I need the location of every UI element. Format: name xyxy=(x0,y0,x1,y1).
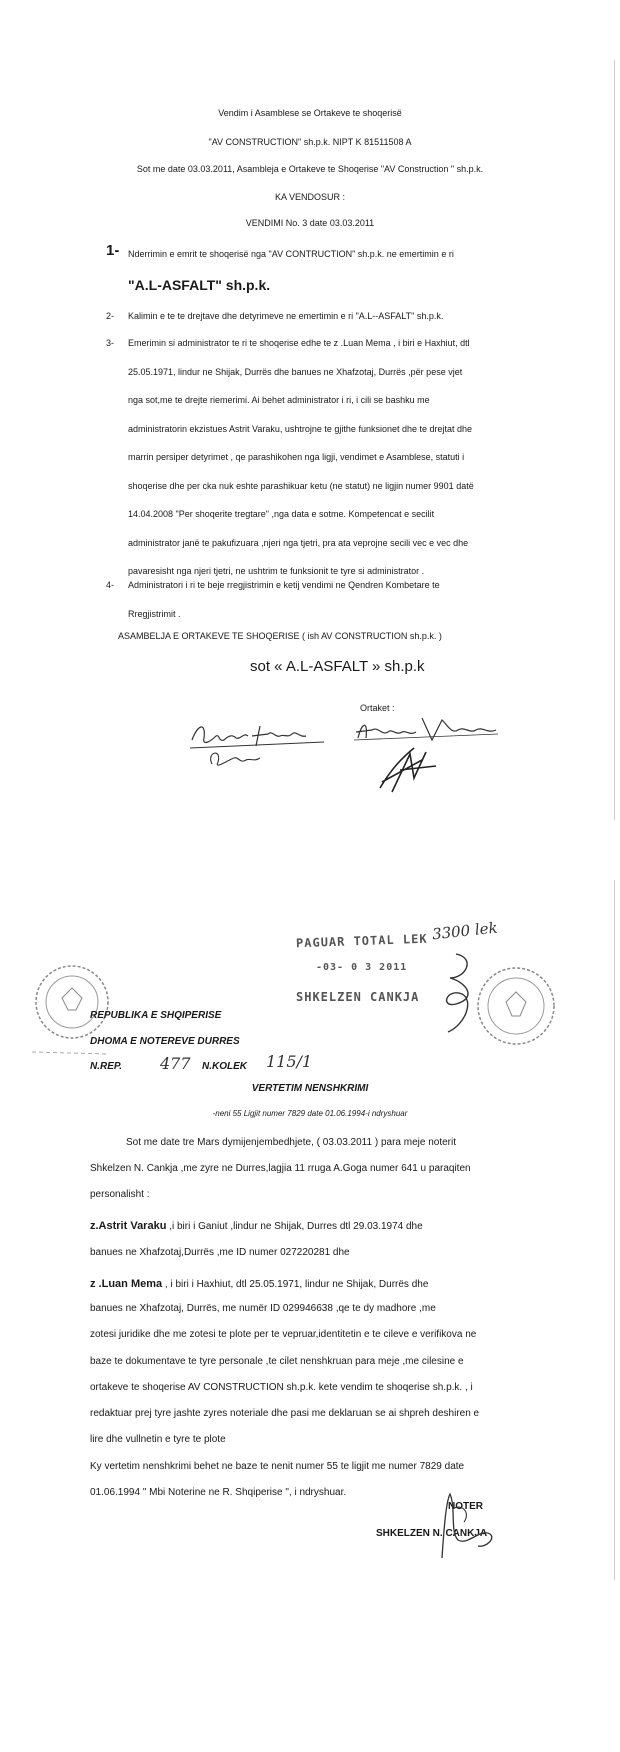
decision-heading-1: Vendim i Asamblese se Ortakeve te shoqerisë xyxy=(218,108,402,118)
person-1 xyxy=(90,1213,566,1298)
body-line: Ky vertetim nenshkrimi behet ne baze te nenit numer 55 te ligjit me numer 7829 date xyxy=(90,1460,465,1472)
intro-line: Shkelzen N. Cankja ,me zyre ne Durres,lagjia 11 rruga A.Goga numer 641 u paraqiten xyxy=(90,1163,471,1174)
nrep-label: N.REP. xyxy=(90,1061,123,1072)
certification-intro xyxy=(126,1130,566,1156)
noter-name: SHKELZEN N. CANKJA xyxy=(376,1528,488,1539)
body-line: redaktuar prej tyre jashte zyres noteriale dhe pasi me deklaruan se ai shpreh deshiren e xyxy=(90,1408,480,1420)
body-line: baze te dokumentave te tyre personale ,te cilet nenshkruan para meje ,me cilesine e xyxy=(90,1355,464,1367)
notary-signature xyxy=(420,1488,510,1568)
item-3-paragraph xyxy=(128,329,560,586)
payment-stamp-amount: 3300 lek xyxy=(431,918,499,944)
chamber-header: DHOMA E NOTEREVE DURRES xyxy=(90,1036,240,1047)
person-1-line xyxy=(90,1213,566,1240)
decision-heading-4: KA VENDOSUR : xyxy=(274,192,346,202)
signature-astrit-varaku xyxy=(352,708,502,798)
decision-heading-3: Sot me date 03.03.2011, Asambleja e Ortakeve te Shoqerise "AV Construction " sh.p.k. xyxy=(136,164,484,174)
certification-title: VERTETIM NENSHKRIMI xyxy=(251,1083,369,1094)
item-3-line: 14.04.2008 "Per shoqerite tregtare" ,nga data e sotme. Kompetencat e secilit xyxy=(128,509,435,519)
item-4-number: 4- xyxy=(106,580,115,590)
certification-subtitle: -neni 55 Ligjit numer 7829 date 01.06.1994-i ndryshuar xyxy=(212,1109,408,1118)
person-2-details: , i biri i Haxhiut, dtl 25.05.1971, lindur ne Shijak, Durrës dhe xyxy=(162,1278,429,1290)
page-edge-line-2 xyxy=(614,880,615,1580)
nkolek-label: N.KOLEK xyxy=(202,1061,247,1072)
person-1-details: ,i biri i Ganiut ,lindur ne Shijak, Durres dtl 29.03.1974 dhe xyxy=(166,1221,423,1232)
certification-body xyxy=(90,1296,566,1506)
decision-heading-2: "AV CONSTRUCTION" sh.p.k. NIPT K 81511508 A xyxy=(208,137,412,147)
item-3-line: shoqerise dhe per cka nuk eshte parashikuar ketu (ne statut) ne ligjin numer 9901 datë xyxy=(128,480,474,491)
person-2-name: z .Luan Mema xyxy=(90,1277,163,1290)
person-1-line-2: banues ne Xhafzotaj,Durrës ,me ID numer 027220281 dhe xyxy=(90,1247,350,1259)
item-4-line: Administratori i ri te beje rregjistrimin e ketij vendimi ne Qendren Kombetare te xyxy=(128,580,440,590)
intro-line: Sot me date tre Mars dymijenjembedhjete, ( 03.03.2011 ) para meje noterit xyxy=(126,1137,456,1148)
certification-intro-cont xyxy=(90,1156,566,1209)
payment-stamp-name: SHKELZEN CANKJA xyxy=(296,990,420,1004)
item-3-line: Emerimin si administrator te ri te shoqerise edhe te z .Luan Mema , i biri e Haxhiut, dtl xyxy=(128,338,470,348)
assembly-line: ASAMBELJA E ORTAKEVE TE SHOQERISE ( ish AV CONSTRUCTION sh.p.k. ) xyxy=(118,631,442,641)
body-line: zotesi juridike dhe me zotesi te plote per te vepruar,identitetin e te cileve e verifikova ne xyxy=(90,1329,477,1341)
page-edge-line xyxy=(614,60,615,820)
nrep-value: 477 xyxy=(160,1054,191,1073)
body-line: 01.06.1994 " Mbi Noterine ne R. Shqiperise ", i ndryshuar. xyxy=(90,1487,347,1499)
item-1-number: 1- xyxy=(106,242,120,259)
item-3-line: administrator janë te pakufizuara ,njeri nga tjetri, pra ata veprojne secili vec e vec dhe xyxy=(128,537,469,548)
decision-heading-5: VENDIMI No. 3 date 03.03.2011 xyxy=(245,218,375,228)
body-line: lire dhe vullnetin e tyre te plote xyxy=(90,1434,226,1446)
republic-header: REPUBLIKA E SHQIPERISE xyxy=(90,1010,222,1021)
item-3-line: nga sot,me te drejte riemerimi. Ai behet administrator i ri, i cili se bashku me xyxy=(128,395,430,405)
item-3-line: administratorin ekzistues Astrit Varaku, ushtrojne te gjithe funksionet dhe te drejtat dhe xyxy=(128,423,473,434)
payment-stamp-date: -03- 0 3 2011 xyxy=(316,962,408,973)
item-3-number: 3- xyxy=(106,338,115,348)
item-2-number: 2- xyxy=(106,311,115,321)
nkolek-value: 115/1 xyxy=(266,1052,313,1071)
noter-label: NOTER xyxy=(448,1501,483,1512)
signature-luan-mema xyxy=(188,712,328,772)
body-line: banues ne Xhafzotaj, Durrës, me numër ID 029946638 ,qe te dy madhore ,me xyxy=(90,1303,436,1314)
person-1-name: z.Astrit Varaku xyxy=(90,1220,167,1232)
item-1-text: Nderrimin e emrit te shoqerisë nga "AV CONTRUCTION" sh.p.k. ne emertimin e ri xyxy=(128,249,454,259)
item-3-line: pavaresisht nga njeri tjetri, ne ushtrim te funksionit te tyre si administrator . xyxy=(128,566,425,576)
intro-line: personalisht : xyxy=(90,1189,150,1201)
item-3-line: marrin persiper detyrimet , qe parashikohen nga ligji, vendimet e Asamblese, statuti i xyxy=(128,452,465,462)
item-3-line: 25.05.1971, lindur ne Shijak, Durrës dhe banues ne Xhafzotaj, Durrës ,për pese vjet xyxy=(128,366,463,377)
item-4-paragraph xyxy=(128,571,560,628)
body-line: ortakeve te shoqerise AV CONSTRUCTION sh.p.k. kete vendim te shoqerise sh.p.k. , i xyxy=(90,1381,473,1393)
stamp-signature xyxy=(426,948,486,1038)
item-1-new-name: "A.L-ASFALT" sh.p.k. xyxy=(128,277,271,293)
person-2-line xyxy=(90,1271,566,1298)
item-4-line: Rregjistrimit . xyxy=(128,608,181,619)
item-2-text: Kalimin e te te drejtave dhe detyrimeve ne emertimin e ri "A.L--ASFALT" sh.p.k. xyxy=(128,311,444,321)
new-company-name: sot « A.L-ASFALT » sh.p.k xyxy=(250,658,425,675)
payment-stamp-title: PAGUAR TOTAL LEK xyxy=(295,931,428,951)
ortaket-label: Ortaket : xyxy=(360,703,395,713)
